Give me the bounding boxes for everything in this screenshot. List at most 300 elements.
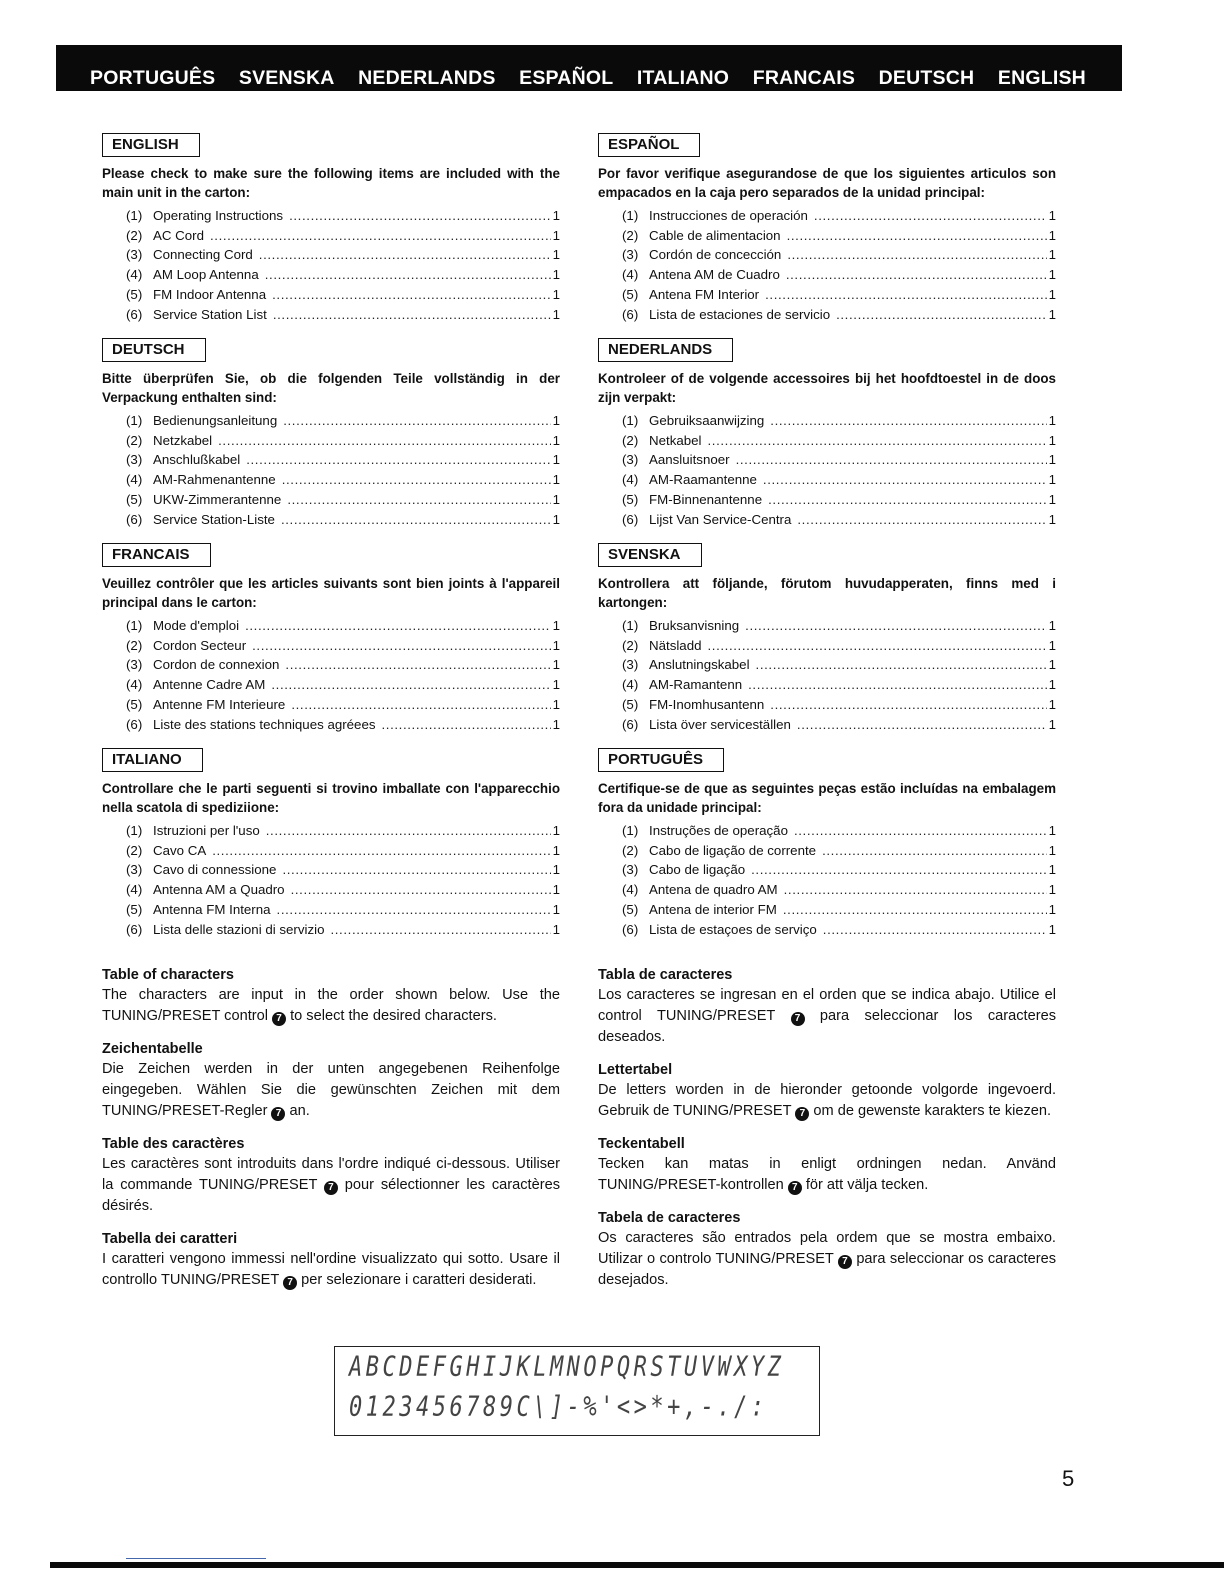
list-item — [622, 510, 1056, 530]
item-number: (6) — [622, 921, 639, 937]
item-quantity: 1 — [552, 208, 560, 223]
list-item — [622, 636, 1056, 656]
item-list — [102, 616, 560, 734]
character-display-box — [334, 1346, 820, 1436]
chartable-title: Table of characters — [102, 967, 234, 983]
item-quantity: 1 — [552, 657, 560, 673]
item-label: Bruksanvisning — [649, 618, 740, 633]
dot-leader — [272, 285, 550, 305]
tuning-knob-icon: 7 — [324, 1181, 338, 1195]
left-column — [102, 133, 560, 953]
dot-leader — [382, 715, 551, 735]
tuning-knob-icon: 7 — [795, 1107, 809, 1121]
item-number: (3) — [126, 452, 143, 468]
item-quantity: 1 — [1048, 823, 1056, 838]
section-francais — [102, 543, 560, 748]
dot-leader — [266, 821, 551, 841]
chartable-text-before: Os caracteres são entrados pela ordem que se mostra embaixo. Utilizar o controlo TUNING/PRESET — [598, 1230, 1056, 1267]
item-number: (4) — [126, 267, 143, 283]
dot-leader — [836, 305, 1047, 325]
list-item — [622, 920, 1056, 940]
dot-leader — [283, 411, 550, 431]
chartable-text — [102, 1059, 560, 1122]
list-item — [622, 900, 1056, 920]
item-list — [102, 206, 560, 324]
chartable-text — [598, 1154, 1056, 1196]
item-number: (2) — [126, 637, 143, 653]
item-label: AM-Raamantenne — [649, 472, 757, 488]
list-item — [622, 860, 1056, 880]
item-label: Cabo de ligação — [649, 862, 746, 878]
dot-leader — [763, 470, 1047, 490]
chartable-title: Zeichentabelle — [102, 1041, 203, 1057]
item-label: Antenna FM Interna — [153, 901, 271, 917]
item-quantity: 1 — [552, 842, 560, 858]
list-item — [126, 860, 560, 880]
dot-leader — [282, 470, 551, 490]
chartable-text-before: Tecken kan matas in enligt ordningen nedan. Använd TUNING/PRESET-kontrollen — [598, 1156, 1056, 1193]
list-item — [622, 841, 1056, 861]
item-quantity: 1 — [552, 901, 560, 917]
item-number: (2) — [126, 432, 143, 448]
item-number: (4) — [126, 677, 143, 693]
list-item — [622, 206, 1056, 226]
header-lang-espanol: ESPAÑOL — [519, 67, 614, 89]
item-quantity: 1 — [1048, 618, 1056, 633]
language-header-bar — [56, 45, 1122, 91]
item-label: Liste des stations techniques agréees — [153, 716, 376, 732]
item-quantity: 1 — [552, 286, 560, 302]
chartable-svenska — [598, 1135, 1056, 1196]
list-item — [126, 880, 560, 900]
chartable-text-before: Les caractères sont introduits dans l'ordre indiqué ci-dessous. Utiliser la commande TUNING/PRESET — [102, 1156, 560, 1193]
dot-leader — [794, 821, 1047, 841]
list-item — [126, 305, 560, 325]
intro-text: Por favor verifique asegurandose de que los siguientes articulos son empacados en la caja pero separados de la unidad principal: — [598, 166, 1056, 200]
section-italiano — [102, 748, 560, 953]
dot-leader — [265, 265, 551, 285]
item-quantity: 1 — [1048, 452, 1056, 468]
item-label: Lijst Van Service-Centra — [649, 511, 792, 527]
item-label: Antena FM Interior — [649, 286, 760, 302]
chartable-nederlands — [598, 1061, 1056, 1122]
item-number: (1) — [622, 413, 639, 428]
item-label: Lista delle stazioni di servizio — [153, 921, 325, 937]
dot-leader — [287, 490, 550, 510]
item-label: Netzkabel — [153, 432, 213, 448]
item-number: (4) — [622, 882, 639, 898]
item-quantity: 1 — [1048, 637, 1056, 653]
dot-leader — [277, 900, 551, 920]
item-quantity: 1 — [1048, 432, 1056, 448]
item-label: Anslutningskabel — [649, 657, 750, 673]
item-label: Cavo CA — [153, 842, 207, 858]
chartable-english — [102, 966, 560, 1027]
item-label: Instrucciones de operación — [649, 208, 808, 223]
item-number: (1) — [622, 618, 639, 633]
item-list — [598, 411, 1056, 529]
item-label: FM-Inomhusantenn — [649, 696, 765, 712]
item-number: (4) — [622, 472, 639, 488]
chartable-title: Teckentabell — [598, 1136, 685, 1152]
chartable-text-after: to select the desired characters. — [286, 1008, 497, 1024]
chartable-text-before: De letters worden in de hieronder getoonde volgorde ingevoerd. Gebruik de TUNING/PRESET — [598, 1082, 1056, 1119]
chartable-portugues — [598, 1209, 1056, 1291]
list-item — [622, 616, 1056, 636]
dot-leader — [822, 841, 1047, 861]
list-item — [622, 305, 1056, 325]
item-label: Nätsladd — [649, 637, 702, 653]
item-quantity: 1 — [552, 921, 560, 937]
dot-leader — [765, 285, 1046, 305]
list-item — [622, 880, 1056, 900]
item-quantity: 1 — [552, 306, 560, 322]
language-tag: PORTUGUÊS — [598, 748, 724, 772]
chartable-text-before: The characters are input in the order shown below. Use the TUNING/PRESET control — [102, 987, 560, 1024]
list-item — [126, 510, 560, 530]
item-label: Instruções de operação — [649, 823, 788, 838]
dot-leader — [330, 920, 550, 940]
dot-leader — [707, 431, 1046, 451]
item-number: (3) — [622, 247, 639, 263]
item-label: Cordón de concección — [649, 247, 782, 263]
item-number: (6) — [126, 921, 143, 937]
intro-text: Kontroleer of de volgende accessoires bij het hoofdtoestel in de doos zijn verpakt: — [598, 371, 1056, 405]
intro-text: Please check to make sure the following items are included with the main unit in the carton: — [102, 166, 560, 200]
list-item — [126, 226, 560, 246]
item-quantity: 1 — [552, 491, 560, 507]
list-item — [126, 285, 560, 305]
header-lang-portugues: PORTUGUÊS — [90, 67, 216, 89]
item-quantity: 1 — [1048, 227, 1056, 243]
item-label: Antenne Cadre AM — [153, 677, 266, 693]
item-quantity: 1 — [552, 511, 560, 527]
item-quantity: 1 — [552, 432, 560, 448]
right-column — [598, 133, 1056, 953]
list-item — [126, 675, 560, 695]
dot-leader — [770, 411, 1046, 431]
chartable-francais — [102, 1135, 560, 1217]
item-label: Cordon Secteur — [153, 637, 247, 653]
item-list — [102, 821, 560, 939]
item-label: Service Station-Liste — [153, 511, 275, 527]
dot-leader — [291, 695, 550, 715]
chartable-text-before: Die Zeichen werden in der unten angegebenen Reihenfolge eingegeben. Wählen Sie die gewünschten Zeichen mit dem TUNING/PRESET-Regler — [102, 1061, 560, 1119]
item-quantity: 1 — [552, 413, 560, 428]
chartable-text — [598, 1080, 1056, 1122]
item-label: Gebruiksaanwijzing — [649, 413, 765, 428]
character-table-left — [102, 966, 560, 1304]
dot-leader — [210, 226, 551, 246]
item-label: Connecting Cord — [153, 247, 253, 263]
list-item — [622, 285, 1056, 305]
dot-leader — [218, 431, 550, 451]
item-quantity: 1 — [1048, 882, 1056, 898]
item-label: Lista över serviceställen — [649, 716, 791, 732]
item-number: (6) — [126, 306, 143, 322]
tuning-knob-icon: 7 — [838, 1255, 852, 1269]
item-quantity: 1 — [552, 618, 560, 633]
dot-leader — [707, 636, 1046, 656]
item-number: (6) — [126, 511, 143, 527]
list-item — [126, 206, 560, 226]
item-number: (3) — [622, 862, 639, 878]
header-lang-francais: FRANCAIS — [752, 67, 856, 89]
item-label: Antena AM de Cuadro — [649, 267, 780, 283]
item-quantity: 1 — [552, 862, 560, 878]
intro-text: Bitte überprüfen Sie, ob die folgenden Teile vollständig in der Verpackung enthalten sind: — [102, 371, 560, 405]
list-item — [126, 616, 560, 636]
item-number: (6) — [622, 716, 639, 732]
item-label: Cable de alimentacion — [649, 227, 781, 243]
dot-leader — [291, 880, 551, 900]
item-number: (3) — [126, 657, 143, 673]
tuning-knob-icon: 7 — [788, 1181, 802, 1195]
dot-leader — [797, 715, 1047, 735]
chartable-title: Table des caractères — [102, 1136, 245, 1152]
section-deutsch — [102, 338, 560, 543]
chartable-title: Lettertabel — [598, 1062, 673, 1078]
tuning-knob-icon: 7 — [791, 1012, 805, 1026]
item-label: Anschlußkabel — [153, 452, 241, 468]
item-list — [598, 206, 1056, 324]
language-tag: ENGLISH — [102, 133, 200, 157]
list-item — [126, 265, 560, 285]
chartable-deutsch — [102, 1040, 560, 1122]
item-number: (2) — [622, 842, 639, 858]
chartable-text-after: an. — [285, 1103, 310, 1119]
item-label: Istruzioni per l'uso — [153, 823, 260, 838]
item-label: FM Indoor Antenna — [153, 286, 267, 302]
item-quantity: 1 — [552, 882, 560, 898]
item-label: Antena de quadro AM — [649, 882, 778, 898]
chartable-text — [102, 1249, 560, 1291]
item-quantity: 1 — [1048, 267, 1056, 283]
item-label: FM-Binnenantenne — [649, 491, 763, 507]
item-quantity: 1 — [1048, 657, 1056, 673]
item-quantity: 1 — [1048, 247, 1056, 263]
dot-leader — [797, 510, 1046, 530]
list-item — [126, 715, 560, 735]
list-item — [622, 821, 1056, 841]
section-english — [102, 133, 560, 338]
item-quantity: 1 — [552, 637, 560, 653]
item-label: Antenne FM Interieure — [153, 696, 286, 712]
item-number: (6) — [126, 716, 143, 732]
item-number: (3) — [622, 452, 639, 468]
dot-leader — [252, 636, 550, 656]
dot-leader — [783, 900, 1047, 920]
item-number: (4) — [622, 677, 639, 693]
list-item — [622, 715, 1056, 735]
chartable-title: Tabela de caracteres — [598, 1210, 741, 1226]
dot-leader — [786, 265, 1047, 285]
item-label: Lista de estaçoes de serviço — [649, 921, 817, 937]
item-quantity: 1 — [552, 677, 560, 693]
item-number: (5) — [622, 286, 639, 302]
item-quantity: 1 — [552, 267, 560, 283]
list-item — [622, 411, 1056, 431]
item-quantity: 1 — [1048, 306, 1056, 322]
tuning-knob-icon: 7 — [272, 1012, 286, 1026]
item-list — [598, 616, 1056, 734]
item-number: (5) — [126, 491, 143, 507]
item-number: (2) — [622, 432, 639, 448]
item-number: (1) — [126, 413, 143, 428]
list-item — [126, 450, 560, 470]
item-number: (4) — [126, 472, 143, 488]
list-item — [622, 265, 1056, 285]
chartable-text-after: pour sélectionner les caractères désirés. — [102, 1177, 560, 1214]
chartable-text — [598, 1228, 1056, 1291]
dot-leader — [756, 655, 1047, 675]
dot-leader — [736, 450, 1047, 470]
item-quantity: 1 — [1048, 511, 1056, 527]
header-lang-svenska: SVENSKA — [238, 67, 335, 89]
list-item — [622, 655, 1056, 675]
list-item — [622, 226, 1056, 246]
item-number: (4) — [622, 267, 639, 283]
item-quantity: 1 — [552, 247, 560, 263]
section-portugues — [598, 748, 1056, 953]
bottom-rule — [126, 1558, 266, 1559]
item-number: (1) — [622, 823, 639, 838]
chartable-text — [102, 1154, 560, 1217]
intro-text: Controllare che le parti seguenti si trovino imballate con l'apparecchio nella scatola di spediziione: — [102, 781, 560, 815]
intro-text: Veuillez contrôler que les articles suivants sont bien joints à l'appareil principal dans le carton: — [102, 576, 560, 610]
item-number: (5) — [126, 286, 143, 302]
list-item — [126, 841, 560, 861]
chartable-text-after: för att välja tecken. — [801, 1177, 929, 1193]
item-label: Aansluitsnoer — [649, 452, 730, 468]
item-number: (1) — [622, 208, 639, 223]
tuning-knob-icon: 7 — [283, 1276, 297, 1290]
item-label: Mode d'emploi — [153, 618, 240, 633]
item-label: AC Cord — [153, 227, 204, 243]
item-quantity: 1 — [1048, 901, 1056, 917]
dot-leader — [282, 860, 550, 880]
list-item — [622, 470, 1056, 490]
item-quantity: 1 — [1048, 921, 1056, 937]
language-tag: SVENSKA — [598, 543, 702, 567]
item-quantity: 1 — [552, 227, 560, 243]
dot-leader — [784, 880, 1047, 900]
item-number: (5) — [126, 901, 143, 917]
dot-leader — [787, 245, 1046, 265]
chartable-text-after: om de gewenste karakters te kiezen. — [809, 1103, 1052, 1119]
list-item — [126, 245, 560, 265]
item-label: Service Station List — [153, 306, 267, 322]
list-item — [622, 695, 1056, 715]
item-quantity: 1 — [552, 716, 560, 732]
dot-leader — [745, 616, 1046, 636]
item-quantity: 1 — [1048, 716, 1056, 732]
dot-leader — [823, 920, 1047, 940]
item-label: Operating Instructions — [153, 208, 284, 223]
dot-leader — [259, 245, 551, 265]
dot-leader — [245, 616, 551, 636]
dot-leader — [246, 450, 550, 470]
item-label: AM-Ramantenn — [649, 677, 743, 693]
item-quantity: 1 — [1048, 286, 1056, 302]
header-bar-edge — [1120, 47, 1122, 91]
item-number: (2) — [126, 227, 143, 243]
dot-leader — [748, 675, 1046, 695]
section-svenska — [598, 543, 1056, 748]
list-item — [622, 490, 1056, 510]
item-quantity: 1 — [552, 452, 560, 468]
chartable-title: Tabella dei caratteri — [102, 1231, 238, 1247]
list-item — [622, 431, 1056, 451]
dot-leader — [751, 860, 1046, 880]
header-lang-nederlands: NEDERLANDS — [358, 67, 496, 89]
item-label: AM-Rahmenantenne — [153, 472, 276, 488]
item-number: (1) — [126, 208, 143, 223]
list-item — [126, 695, 560, 715]
dot-leader — [285, 655, 550, 675]
language-tag: NEDERLANDS — [598, 338, 733, 362]
list-item — [622, 245, 1056, 265]
dot-leader — [281, 510, 551, 530]
item-quantity: 1 — [1048, 677, 1056, 693]
item-quantity: 1 — [1048, 862, 1056, 878]
item-number: (5) — [622, 901, 639, 917]
item-number: (5) — [622, 491, 639, 507]
header-lang-italiano: ITALIANO — [636, 67, 730, 89]
item-label: Antena de interior FM — [649, 901, 777, 917]
item-number: (2) — [126, 842, 143, 858]
item-quantity: 1 — [552, 823, 560, 838]
list-item — [622, 450, 1056, 470]
chartable-title: Tabla de caracteres — [598, 967, 733, 983]
list-item — [126, 821, 560, 841]
dot-leader — [787, 226, 1047, 246]
item-label: Antenna AM a Quadro — [153, 882, 285, 898]
item-quantity: 1 — [552, 696, 560, 712]
dot-leader — [814, 206, 1047, 226]
dot-leader — [271, 675, 550, 695]
item-quantity: 1 — [552, 472, 560, 488]
item-quantity: 1 — [1048, 491, 1056, 507]
language-tag: FRANCAIS — [102, 543, 211, 567]
list-item — [126, 431, 560, 451]
character-row-symbols: 0123456789C\]-%'<>*+,-./: — [349, 1391, 768, 1424]
item-quantity: 1 — [1048, 472, 1056, 488]
language-tag: DEUTSCH — [102, 338, 206, 362]
list-item — [126, 655, 560, 675]
tuning-knob-icon: 7 — [271, 1107, 285, 1121]
item-label: Netkabel — [649, 432, 702, 448]
item-list — [598, 821, 1056, 939]
chartable-text — [598, 985, 1056, 1048]
item-label: Cavo di connessione — [153, 862, 277, 878]
language-tag: ITALIANO — [102, 748, 203, 772]
page-number: 5 — [1062, 1466, 1075, 1491]
chartable-text-before: I caratteri vengono immessi nell'ordine visualizzato qui sotto. Usare il controllo TUNING/PRESET — [102, 1251, 560, 1288]
dot-leader — [289, 206, 551, 226]
list-item — [126, 411, 560, 431]
chartable-italiano — [102, 1230, 560, 1291]
chartable-text-after: per selezionare i caratteri desiderati. — [297, 1272, 537, 1288]
list-item — [126, 490, 560, 510]
list-item — [126, 900, 560, 920]
chartable-text-after: para seleccionar los caracteres deseados. — [598, 1008, 1056, 1045]
list-item — [126, 636, 560, 656]
list-item — [126, 470, 560, 490]
character-table-right — [598, 966, 1056, 1304]
chartable-espanol — [598, 966, 1056, 1048]
item-quantity: 1 — [1048, 696, 1056, 712]
